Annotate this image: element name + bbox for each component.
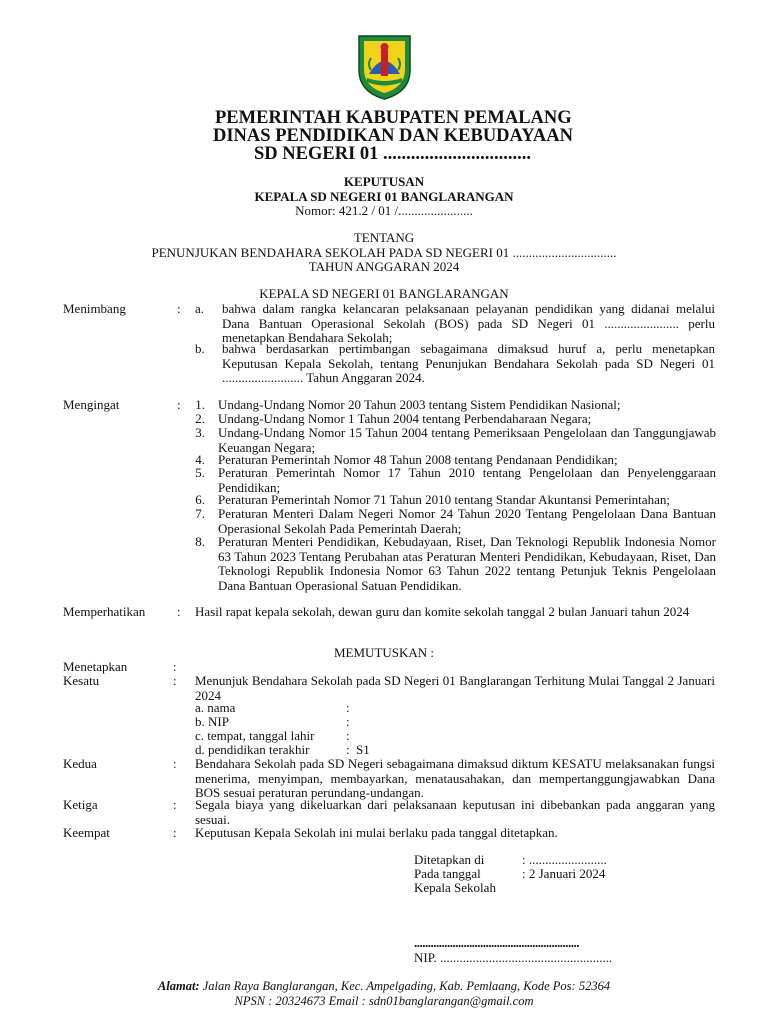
kesatu-label: Kesatu bbox=[63, 673, 100, 688]
kedua-text: Bendahara Sekolah pada SD Negeri sebagaimana dimaksud diktum KESATU melaksanakan fungsi menerima, menyimpan, membayarkan, menatausahakan, dan mempertanggungjawabkan Dana BOS sesuai peraturan perundang-undangan. bbox=[195, 756, 715, 800]
kesatu-field-nip-colon: : bbox=[346, 714, 350, 729]
memutuskan-heading: MEMUTUSKAN : bbox=[334, 645, 435, 660]
mengingat-marker-1: 1. bbox=[195, 397, 205, 412]
kesatu-field-education-value: S1 bbox=[356, 742, 370, 757]
signature-date-value: : 2 Januari 2024 bbox=[522, 866, 606, 881]
mengingat-marker-4: 4. bbox=[195, 452, 205, 467]
kesatu-field-birth-colon: : bbox=[346, 728, 350, 743]
kedua-label: Kedua bbox=[63, 756, 97, 771]
keempat-label: Keempat bbox=[63, 825, 110, 840]
signature-place-label: Ditetapkan di bbox=[414, 852, 485, 867]
header-school: SD NEGERI 01 ................................ bbox=[254, 144, 532, 164]
mengingat-marker-8: 8. bbox=[195, 534, 205, 549]
kesatu-field-name-label: a. nama bbox=[195, 700, 236, 715]
decision-about: TENTANG bbox=[353, 230, 415, 245]
decision-issuer: KEPALA SD NEGERI 01 BANGLARANGAN bbox=[254, 189, 514, 204]
kesatu-colon: : bbox=[173, 673, 177, 688]
menimbang-item-a: bahwa dalam rangka kelancaran pelaksanaan pelayanan pendidikan yang didanai melalui Dana Bantuan Operasional Sekolah (BOS) pada SD Negeri 01 ....................... perlu menetapkan Bendahara Sekolah; bbox=[222, 301, 715, 345]
menimbang-colon: : bbox=[177, 301, 181, 316]
header-government: PEMERINTAH KABUPATEN PEMALANG bbox=[215, 108, 572, 128]
footer-contact: NPSN : 20324673 Email : sdn01banglarangan@gmail.com bbox=[234, 994, 534, 1008]
menimbang-item-b: bahwa berdasarkan pertimbangan sebagaimana dimaksud huruf a, perlu menetapkan Keputusan Kepala Sekolah, tentang Penunjukan Bendahara Sekolah pada SD Negeri 01 ......................... Tahun Anggaran 2024. bbox=[222, 341, 715, 385]
mengingat-marker-5: 5. bbox=[195, 465, 205, 480]
ketiga-label: Ketiga bbox=[63, 797, 98, 812]
memperhatikan-colon: : bbox=[177, 604, 181, 619]
menetapkan-label: Menetapkan bbox=[63, 659, 128, 674]
kesatu-field-birth-label: c. tempat, tanggal lahir bbox=[195, 728, 315, 743]
signature-date-label: Pada tanggal bbox=[414, 866, 481, 881]
footer-address-label: Alamat: bbox=[157, 979, 200, 993]
mengingat-colon: : bbox=[177, 397, 181, 412]
kesatu-field-education-colon: : bbox=[346, 742, 350, 757]
menetapkan-colon: : bbox=[173, 659, 177, 674]
footer-address-text: Jalan Raya Banglarangan, Kec. Ampelgading, Kab. Pemlaang, Kode Pos: 52364 bbox=[199, 979, 611, 993]
kesatu-field-education-label: d. pendidikan terakhir bbox=[195, 742, 310, 757]
signature-role: Kepala Sekolah bbox=[414, 880, 496, 895]
mengingat-item-7: Peraturan Menteri Dalam Negeri Nomor 24 Tahun 2020 Tentang Pengelolaan Dana Bantuan Operasional Sekolah Pada Pemerintah Daerah; bbox=[218, 506, 716, 536]
signature-place-value: : ........................ bbox=[522, 852, 607, 867]
memperhatikan-text: Hasil rapat kepala sekolah, dewan guru dan komite sekolah tanggal 2 bulan Januari tahun 2024 bbox=[195, 604, 690, 619]
mengingat-item-1: Undang-Undang Nomor 20 Tahun 2003 tentang Sistem Pendidikan Nasional; bbox=[218, 397, 621, 412]
kedua-colon: : bbox=[173, 756, 177, 771]
decision-title: KEPUTUSAN bbox=[343, 174, 425, 189]
mengingat-marker-2: 2. bbox=[195, 411, 205, 426]
mengingat-marker-7: 7. bbox=[195, 506, 205, 521]
menimbang-marker-b: b. bbox=[195, 341, 205, 356]
kesatu-field-name-colon: : bbox=[346, 700, 350, 715]
keempat-colon: : bbox=[173, 825, 177, 840]
menimbang-label: Menimbang bbox=[63, 301, 126, 316]
decision-number: Nomor: 421.2 / 01 /....................... bbox=[295, 203, 473, 218]
menimbang-marker-a: a. bbox=[195, 301, 205, 316]
decision-subject: PENUNJUKAN BENDAHARA SEKOLAH PADA SD NEGERI 01 ................................ bbox=[151, 245, 617, 260]
mengingat-item-4: Peraturan Pemerintah Nomor 48 Tahun 2008 tentang Pendanaan Pendidikan; bbox=[218, 452, 618, 467]
kesatu-text: Menunjuk Bendahara Sekolah pada SD Negeri 01 Banglarangan Terhitung Mulai Tanggal 2 Januari 2024 bbox=[195, 673, 715, 703]
memperhatikan-label: Memperhatikan bbox=[63, 604, 146, 619]
mengingat-item-8: Peraturan Menteri Pendidikan, Kebudayaan, Riset, Dan Teknologi Republik Indonesia Nomor 63 Tahun 2023 Tentang Perubahan atas Peraturan Menteri Pendidikan, Kebudayaan, Riset, Dan Teknologi Republik Indonesia Nomor 63 Tahun 2022 tentang Petunjuk Teknis Pengelolaan Dana Bantuan Operasional Satuan Pendidikan. bbox=[218, 534, 716, 593]
footer-address bbox=[0, 979, 768, 993]
mengingat-marker-3: 3. bbox=[195, 425, 205, 440]
decision-year: TAHUN ANGGARAN 2024 bbox=[308, 259, 460, 274]
mengingat-item-5: Peraturan Pemerintah Nomor 17 Tahun 2010 tentang Pengelolaan dan Penyelenggaraan Pendidikan; bbox=[218, 465, 716, 495]
mengingat-label: Mengingat bbox=[63, 397, 120, 412]
ketiga-text: Segala biaya yang dikeluarkan dari pelaksanaan keputusan ini dibebankan pada anggaran yang sesuai. bbox=[195, 797, 715, 827]
mengingat-item-2: Undang-Undang Nomor 1 Tahun 2004 tentang Perbendaharaan Negara; bbox=[218, 411, 592, 426]
signature-nip: NIP. ..................................................... bbox=[414, 950, 613, 965]
mengingat-item-3: Undang-Undang Nomor 15 Tahun 2004 tentang Pemeriksaan Pengelolaan dan Tanggungjawab Keuangan Negara; bbox=[218, 425, 716, 455]
header-department: DINAS PENDIDIKAN DAN KEBUDAYAAN bbox=[213, 126, 573, 146]
signature-name-line: ............................................................ bbox=[414, 935, 579, 950]
ketiga-colon: : bbox=[173, 797, 177, 812]
mengingat-marker-6: 6. bbox=[195, 492, 205, 507]
kesatu-field-nip-label: b. NIP bbox=[195, 714, 229, 729]
regency-emblem-logo bbox=[357, 34, 412, 101]
keempat-text: Keputusan Kepala Sekolah ini mulai berlaku pada tanggal ditetapkan. bbox=[195, 825, 558, 840]
decision-head: KEPALA SD NEGERI 01 BANGLARANGAN bbox=[259, 286, 509, 301]
mengingat-item-6: Peraturan Pemerintah Nomor 71 Tahun 2010 tentang Standar Akuntansi Pemerintahan; bbox=[218, 492, 670, 507]
